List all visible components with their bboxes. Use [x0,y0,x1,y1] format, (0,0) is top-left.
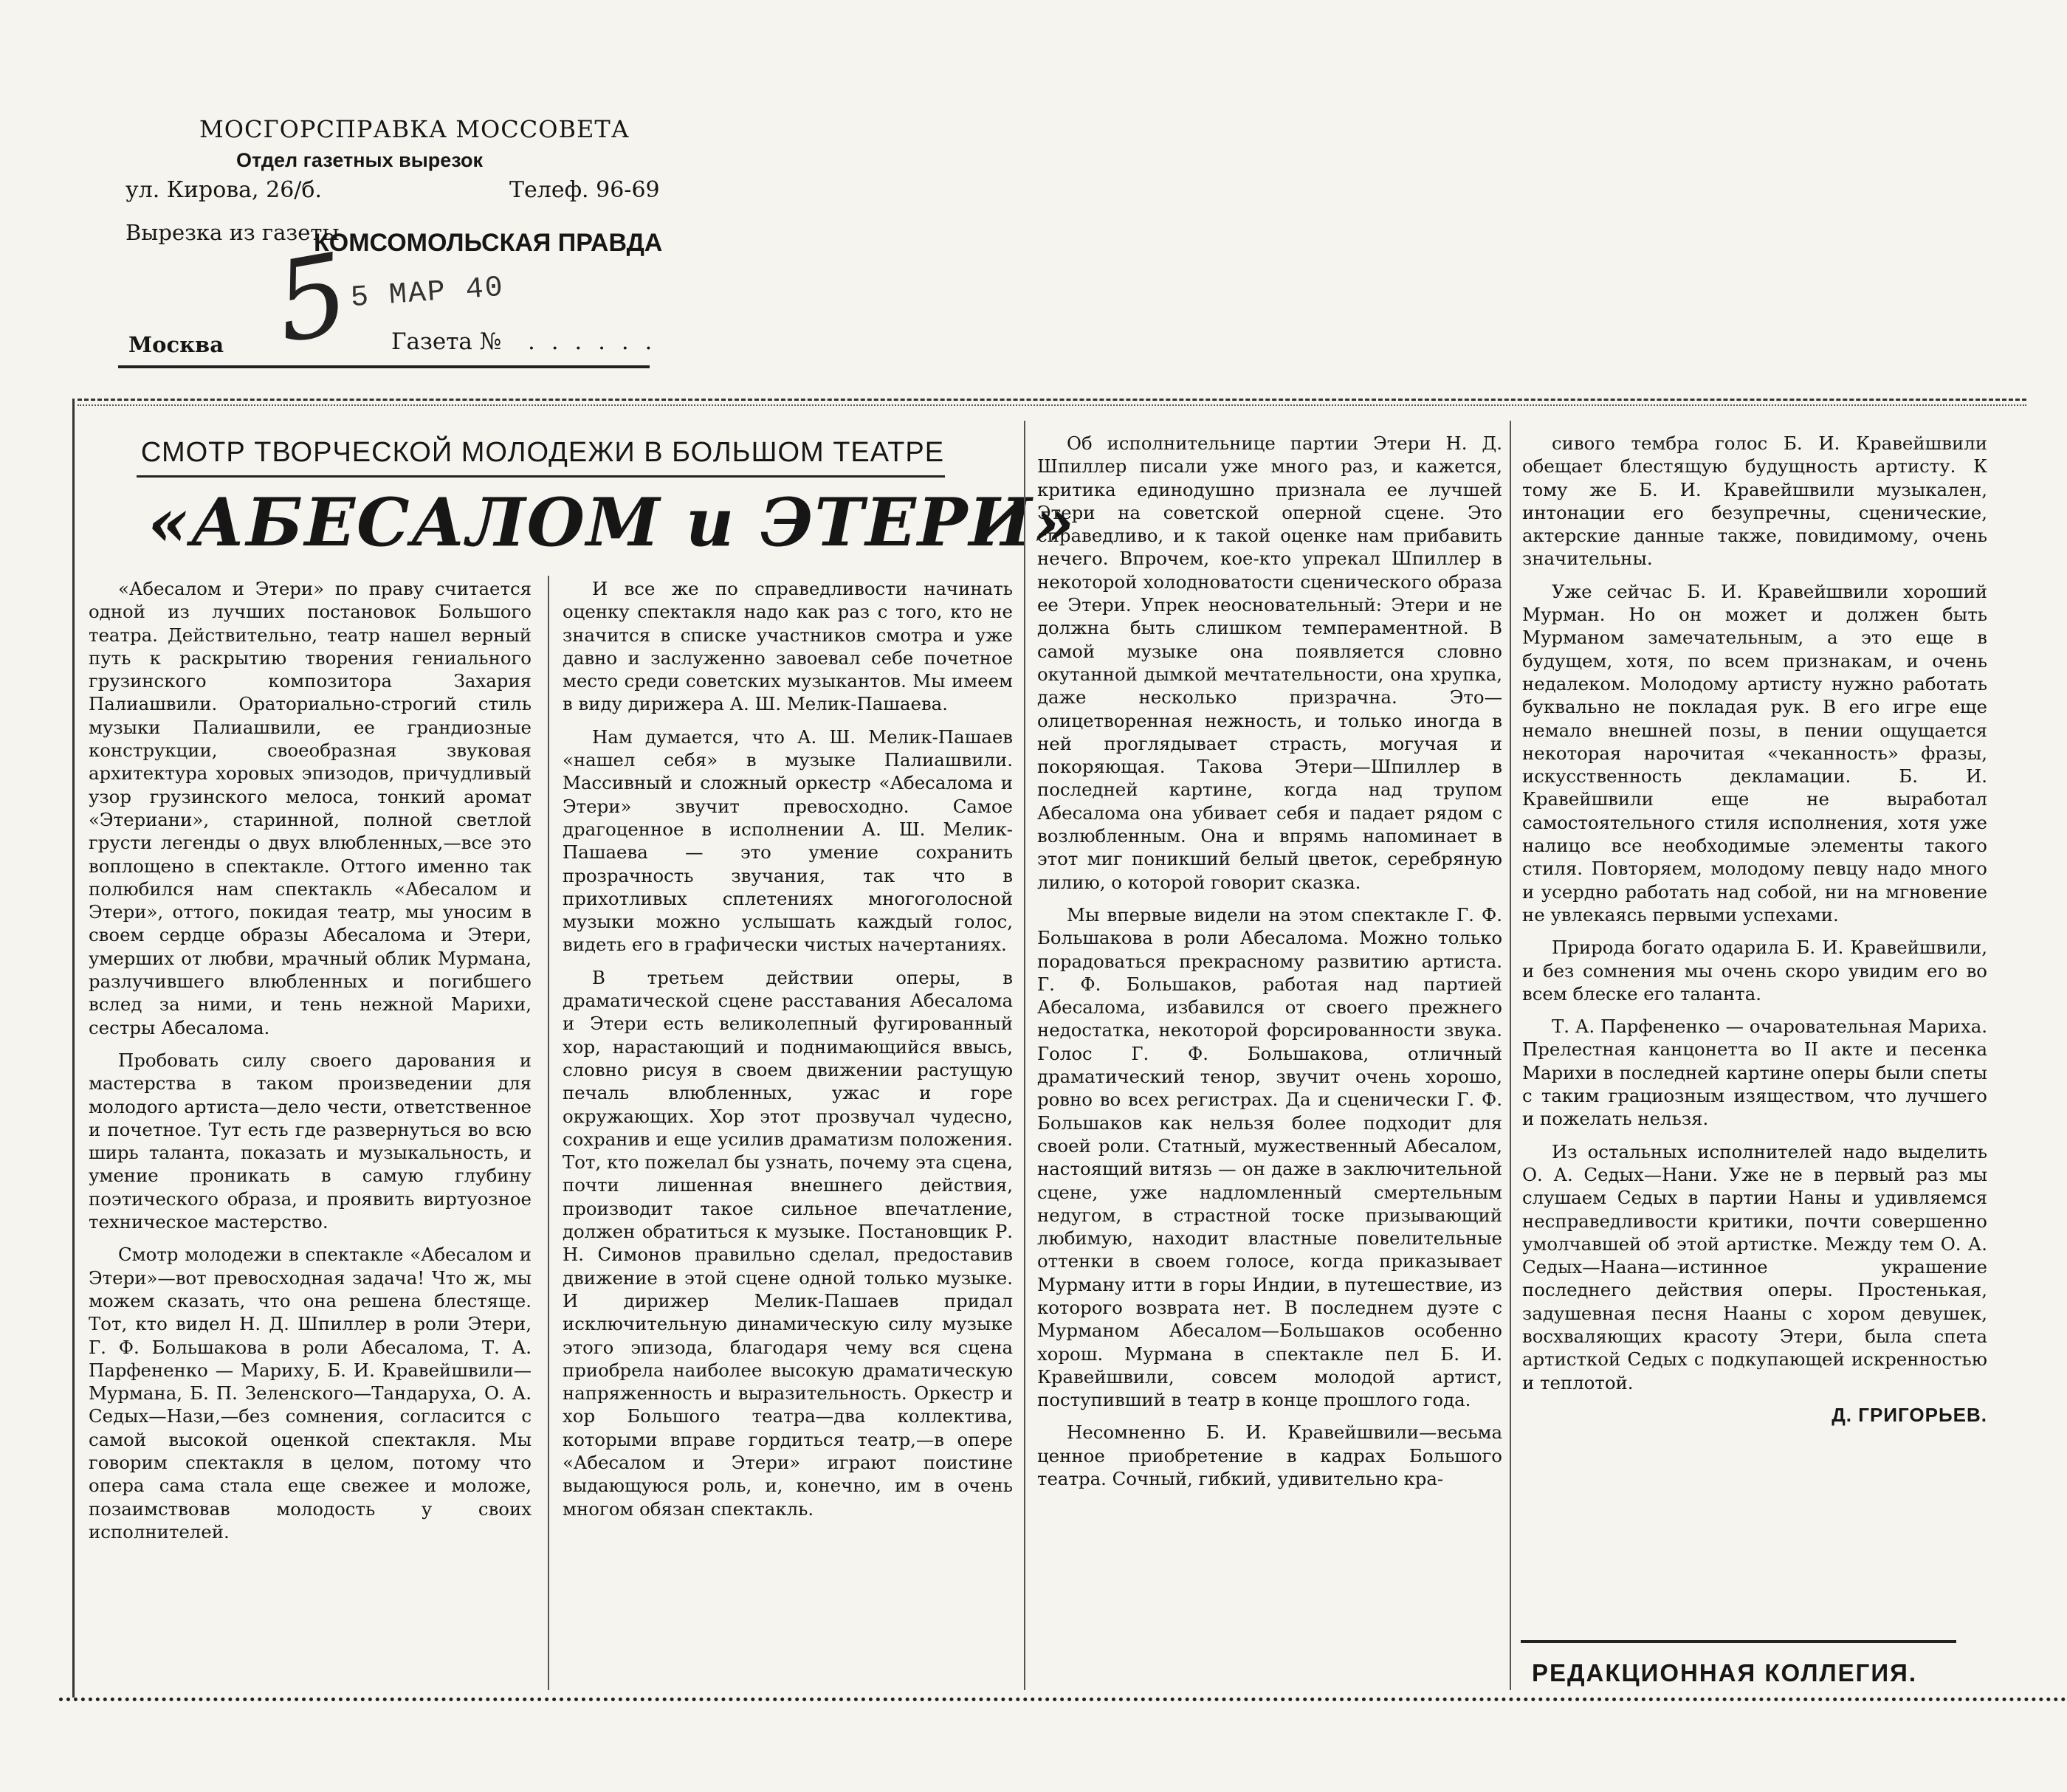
paragraph: Из остальных исполнителей надо выделить О. А. Седых—Нани. Уже не в первый раз мы слушаем Седых в партии Наны и удивляемся несправедливости критики, почти совершенно умолчавшей об этой артистке. Между тем О. А. Седых—Наана—истинное украшение последнего действия оперы. Простенькая, задушевная песня Нааны с хором девушек, восхваляющих красоту Этери, была спета артисткой Седых с подкупающей искренностью и теплотой. [1522,1140,1987,1393]
board-rule [1521,1640,1956,1643]
paragraph: Пробовать силу своего дарования и мастерства в таком произведении для молодого артиста—дело чести, ответственное и почетное. Тут есть где развернуться во всю ширь таланта, показать и музыкальность, и умение проникать в самую глубину поэтического образа, и проявить виртуозное техническое мастерство. [89,1049,532,1233]
city-label: Москва [128,332,224,357]
paragraph: Об исполнительнице партии Этери Н. Д. Шпиллер писали уже много раз, и кажется, критика единодушно признала ее лучшей Этери на советской оперной сцене. Это справедливо, и к такой оценке нам прибавить нечего. Впрочем, кое-кто упрекал Шпиллер в некоторой холодноватости сценического образа ее Этери. Упрек неосновательный: Этери и не должна быть слишком темпераментной. В самой музыке она появляется словно окутанной дымкой мечтательности, она хрупка, даже несколько призрачна. Это—олицетворенная нежность, и только иногда в ней проглядывает страсть, могучая и покоряющая. Такова Этери—Шпиллер в последней картине, когда над трупом Абесалома она убивает себя и падает рядом с возлюбленным. Она и впрямь напоминает в этот миг поникший белый цветок, серебряную лилию, о которой говорит сказка. [1037,433,1502,893]
article-column-3 [1037,432,1502,1690]
article-rubric: СМОТР ТВОРЧЕСКОЙ МОЛОДЕЖИ В БОЛЬШОМ ТЕАТРЕ [140,437,945,468]
paragraph: Нам думается, что А. Ш. Мелик-Пашаев «нашел себя» в музыке Палиашвили. Массивный и сложный оркестр «Абесалома и Этери» звучит превосходно. Самое драгоценное в исполнении А. Ш. Мелик-Пашаева — это умение сохранить прозрачность звучания, так что в прихотливых сплетениях многоголосной музыки можно услышать каждый голос, видеть его в графически чистых начертаниях. [563,726,1013,956]
paragraph: В третьем действии оперы, в драматической сцене расставания Абесалома и Этери есть великолепный фугированный хор, нарастающий и поднимающийся ввысь, словно рисуя в своем движении растущую печаль влюбленных, ужас и горе окружающих. Хор этот прозвучал чудесно, сохранив и еще усилив драматизм положения. Тот, кто пожелал бы узнать, почему эта сцена, почти лишенная внешнего действия, производит такое сильное впечатление, должен обратиться к музыке. Постановщик Р. Н. Симонов правильно сделал, предоставив движение в этой сцене одной только музыке. И дирижер Мелик-Пашаев придал исключительную динамическую силу музыке этого эпизода, благодаря чему вся сцена приобрела наиболее высокую драматическую напряженность и выразительность. Оркестр и хор Большого театра—два коллектива, которыми вправе гордиться театр,—в опере «Абесалом и Этери» играют поистине выдающуюся роль, и, конечно, им в очень многом обязан спектакль. [563,966,1013,1520]
date-stamp: 5 МАР 40 [349,271,506,316]
paper-number-label: Газета № [391,328,502,355]
author-signature: Д. ГРИГОРЬЕВ. [1832,1403,1987,1426]
paragraph: Несомненно Б. И. Кравейшвили—весьма ценное приобретение в кадрах Большого театра. Сочный, гибкий, удивительно кра- [1037,1421,1502,1490]
article-column-4 [1522,432,1987,1690]
paragraph: Природа богато одарила Б. И. Кравейшвили, и без сомнения мы очень скоро увидим его во всем блеске его таланта. [1522,937,1987,1004]
paragraph: Т. А. Парфененко — очаровательная Мариха. Прелестная канцонетта во II акте и песенка Марихи в последней картине оперы были спеты с таким грациозным изяществом, что лучшего и пожелать нельзя. [1522,1016,1987,1130]
bureau-address: ул. Кирова, 26/б. [125,177,322,203]
handwritten-date-mark: 5 [266,230,358,368]
stamp-rule [118,365,650,368]
column-rule [1024,421,1025,1690]
bureau-name: МОСГОРСПРАВКА МОССОВЕТА [199,115,630,143]
paragraph: И все же по справедливости начинать оценку спектакля надо как раз с того, кто не значится в списке участников смотра и уже давно и заслуженно завоевал себе почетное место среди советских музыкантов. Мы имеем в виду дирижера А. Ш. Мелик-Пашаева. [563,578,1013,715]
clipping-top-border-inner [78,404,2026,406]
paragraph: Мы впервые видели на этом спектакле Г. Ф. Большакова в роли Абесалома. Можно только порадоваться прекрасному развитию артиста. Г. Ф. Большаков, работая над партией Абесалома, избавился от своего прежнего недостатка, некоторой форсированности звука. Голос Г. Ф. Большакова, отличный драматический тенор, звучит очень хорошо, ровно во всех регистрах. Да и сценически Г. Ф. Большаков как нельзя более подходит для своей роли. Статный, мужественный Абесалом, настоящий витязь — он даже в заключительной сцене, уже надломленный смертельным недугом, в страстной тоске призывающий любимую, находит властные повелительные оттенки в своем голосе, когда приказывает Мурману итти в горы Индии, в путешествие, из которого возврата нет. В последнем дуэте с Мурманом Абесалом—Большаков особенно хорош. Мурмана в спектакле пел Б. И. Кравейшвили, совсем молодой артист, поступивший в театр в конце прошлого года. [1037,903,1502,1411]
department-name: Отдел газетных вырезок [236,149,484,171]
paragraph: Смотр молодежи в спектакле «Абесалом и Этери»—вот превосходная задача! Что ж, мы можем сказать, что она решена блестяще. Тот, кто видел Н. Д. Шпиллер в роли Этери, Г. Ф. Большакова в роли Абесалома, Т. А. Парфененко — Мариху, Б. И. Кравейшвили—Мурмана, Б. П. Зеленского—Тандаруха, О. А. Седых—Нази,—без сомнения, согласится с самой высокой оценкой спектакля. Мы говорим спектакля в целом, потому что опера сама стала еще свежее и моложе, позаимствовав молодость у своих исполнителей. [89,1244,532,1543]
column-rule [1510,421,1511,1690]
newspaper-name: КОМСОМОЛЬСКАЯ ПРАВДА [314,229,663,257]
clipping-left-border [72,399,75,1698]
column-rule [548,576,549,1690]
article-headline: «АБЕСАЛОМ и ЭТЕРИ» [148,483,1076,562]
editorial-board: РЕДАКЦИОННАЯ КОЛЛЕГИЯ. [1532,1659,1918,1686]
paragraph: «Абесалом и Этери» по праву считается одной из лучших постановок Большого театра. Действительно, театр нашел верный путь к раскрытию творения гениального грузинского композитора Захария Палиашвили. Ораториально-строгий стиль музыки Палиашвили, ее грандиозные конструкции, своеобразная звуковая архитектура хоровых эпизодов, причудливый узор грузинского мелоса, тонкий аромат «Этериани», старинной, полной светлой грусти легенды о двух влюбленных,—все это воплощено в спектакле. Оттого именно так полюбился нам спектакль «Абесалом и Этери», оттого, покидая театр, мы уносим в своем сердце образы Абесалома и Этери, умерших от любви, мрачный облик Мурмана, разлучившего влюбленных и погибшего вслед за ними, и тень нежной Марихи, сестры Абесалома. [89,578,532,1038]
bureau-phone: Телеф. 96-69 [509,177,660,203]
clipping-top-border [78,399,2026,401]
clip-label: Вырезка из газеты [125,220,340,245]
article-column-2 [563,577,1013,1688]
paragraph: Уже сейчас Б. И. Кравейшвили хороший Мурман. Но он может и должен быть Мурманом замечательным, а это еще в будущем, хотя, по всем признакам, и очень недалеком. Молодому артисту нужно работать буквально не покладая рук. В его игре еще немало внешней позы, в пении ощущается некоторая нарочитая «чеканность» фразы, искусственность декламации. Б. И. Кравейшвили еще не выработал самостоятельного стиля исполнения, хотя уже налицо все необходимые элементы такого стиля. Повторяем, молодому певцу надо много и усердно работать над собой, ни на мгновение не увлекаясь первыми успехами. [1522,580,1987,926]
clipping-bottom-border [59,1698,2067,1701]
paper-number-dots: . . . . . . [528,328,657,355]
clipping-stamp [118,111,679,368]
article-column-1 [89,577,532,1688]
rubric-underline [137,475,945,478]
paragraph: сивого тембра голос Б. И. Кравейшвили обещает блестящую будущность артисту. К тому же Б. И. Кравейшвили музыкален, интонации его безупречны, сценические, актерские данные также, повидимому, очень значительны. [1522,433,1987,570]
